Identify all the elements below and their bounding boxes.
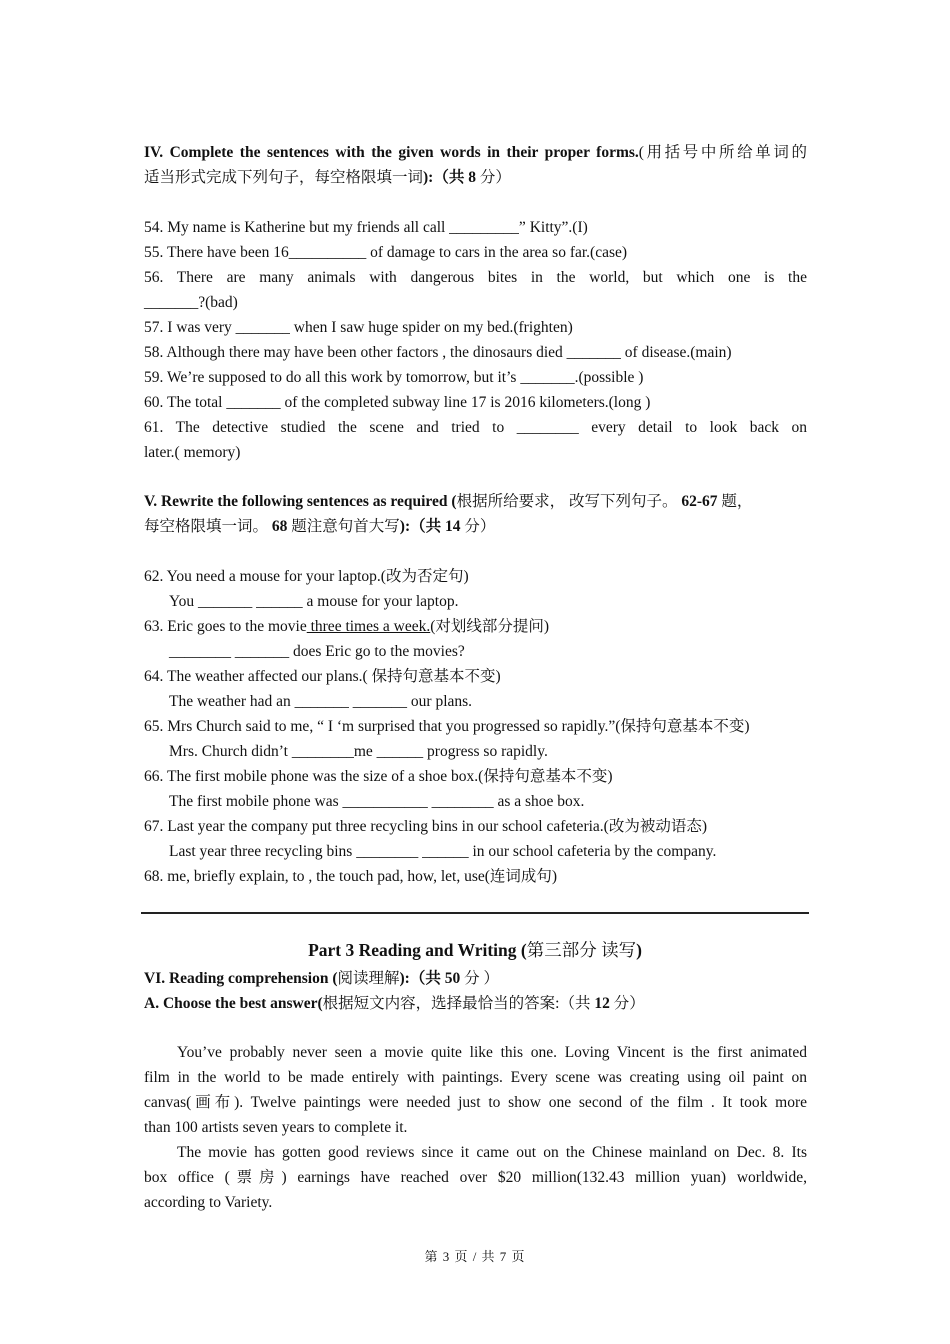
passage-line-7: according to Variety.: [144, 1194, 273, 1211]
section-vi-heading: VI. Reading comprehension (阅读理解):（共 50 分 ）: [144, 970, 499, 987]
answer-65: Mrs. Church didn’t ________me ______ progress so rapidly.: [169, 743, 548, 760]
section-a-heading: A. Choose the best answer(根据短文内容，选择最恰当的答案:（共 12 分）: [144, 995, 645, 1012]
question-65: 65. Mrs Church said to me, “ I ‘m surprised that you progressed so rapidly.”(保持句意基本不变): [144, 718, 750, 735]
section-v-heading-line2: 每空格限填一词。 68 题注意句首大写):（共 14 分）: [144, 518, 496, 535]
question-67: 67. Last year the company put three recycling bins in our school cafeteria.(改为被动语态): [144, 818, 707, 835]
question-61-cont: later.( memory): [144, 444, 241, 461]
question-58: 58. Although there may have been other factors , the dinosaurs died _______ of disease.(main): [144, 344, 732, 361]
question-68: 68. me, briefly explain, to , the touch pad, how, let, use(连词成句): [144, 868, 558, 885]
answer-64: The weather had an _______ _______ our plans.: [169, 693, 473, 710]
part3-title: Part 3 Reading and Writing (第三部分 读写): [308, 940, 642, 960]
answer-67: Last year three recycling bins ________ ______ in our school cafeteria by the company.: [169, 843, 717, 860]
question-55: 55. There have been 16__________ of damage to cars in the area so far.(case): [144, 244, 628, 261]
question-57: 57. I was very _______ when I saw huge spider on my bed.(frighten): [144, 319, 573, 336]
passage-line-2: film in the world to be made entirely with paintings. Every scene was creating using oil paint on: [144, 1069, 807, 1086]
answer-63: ________ _______ does Eric go to the movies?: [169, 643, 465, 660]
section-v-heading: V. Rewrite the following sentences as required (根据所给要求， 改写下列句子。 62-67 题，: [144, 493, 753, 510]
answer-62: You _______ ______ a mouse for your laptop.: [169, 593, 459, 610]
question-61: 61. The detective studied the scene and tried to ________ every detail to look back on: [144, 419, 807, 436]
question-56-cont: _______?(bad): [144, 294, 238, 311]
answer-66: The first mobile phone was ___________ ________ as a shoe box.: [169, 793, 585, 810]
section-iv-heading-line2: 适当形式完成下列句子，每空格限填一词):（共 8 分）: [144, 169, 511, 186]
question-59: 59. We’re supposed to do all this work by tomorrow, but it’s _______.(possible ): [144, 369, 644, 386]
question-60: 60. The total _______ of the completed subway line 17 is 2016 kilometers.(long ): [144, 394, 651, 411]
question-64: 64. The weather affected our plans.( 保持句意基本不变): [144, 668, 501, 685]
page-footer: 第 3 页 / 共 7 页: [424, 1249, 526, 1264]
section-divider: [141, 912, 809, 914]
passage-line-1: You’ve probably never seen a movie quite like this one. Loving Vincent is the first animated: [177, 1044, 807, 1061]
section-iv-heading: IV. Complete the sentences with the given words in their proper forms.(用括号中所给单词的: [144, 144, 807, 161]
passage-line-4: than 100 artists seven years to complete it.: [144, 1119, 408, 1136]
question-63: 63. Eric goes to the movie three times a week.(对划线部分提问): [144, 618, 550, 635]
passage-line-6: box office (票房) earnings have reached over $20 million(132.43 million yuan) worldwide,: [144, 1169, 807, 1186]
question-54: 54. My name is Katherine but my friends all call _________” Kitty”.(I): [144, 219, 588, 236]
passage-line-5: The movie has gotten good reviews since it came out on the Chinese mainland on Dec. 8. Its: [177, 1144, 807, 1161]
question-62: 62. You need a mouse for your laptop.(改为否定句): [144, 568, 469, 585]
question-56: 56. There are many animals with dangerous bites in the world, but which one is the: [144, 269, 807, 286]
question-66: 66. The first mobile phone was the size of a shoe box.(保持句意基本不变): [144, 768, 613, 785]
passage-line-3: canvas(画布). Twelve paintings were needed just to show one second of the film . It took more: [144, 1094, 807, 1111]
